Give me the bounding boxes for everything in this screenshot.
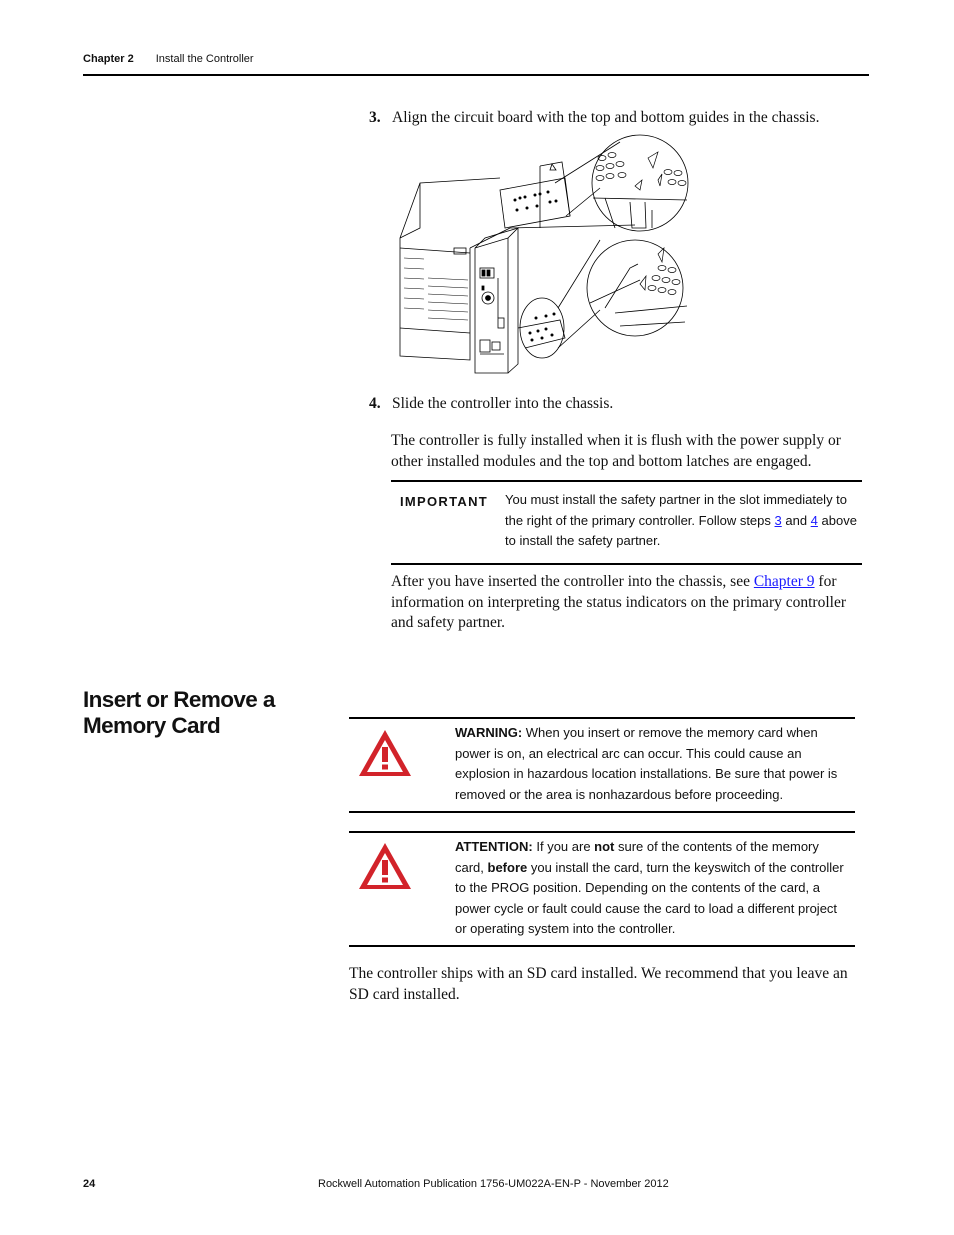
important-top-rule [391,480,862,482]
publication-footer: Rockwell Automation Publication 1756-UM022A-EN-P - November 2012 [318,1178,669,1190]
controller-installation-figure [390,128,695,378]
installed-paragraph: The controller is fully installed when it is flush with the power supply or other installed modules and the top and bottom latches are engaged. [391,432,841,470]
after-para-post: for information on interpreting the status indicators on the primary controller and safety partner. [391,573,846,631]
running-header [83,53,254,65]
important-text-pre: You must install the safety partner in the slot immediately to the right of the primary controller. Follow steps [505,492,848,528]
step-3-link[interactable]: 3 [774,512,782,528]
step-4-link[interactable]: 4 [810,512,818,528]
warning-text [455,723,850,805]
attention-bottom-rule [349,945,855,947]
section-heading: Insert or Remove a Memory Card [83,687,275,738]
attention-body-2: sure of the contents of the memory card, [455,839,819,875]
chapter-title: Install the Controller [155,53,254,65]
chapter-label: Chapter 2 [83,53,134,65]
step-4-number: 4. [369,395,381,412]
warning-bottom-rule [349,811,855,813]
attention-bold-before: before [487,859,528,875]
important-text-and: and [781,512,811,528]
important-bottom-rule [391,563,862,565]
attention-body-3: you install the card, turn the keyswitch of the controller to the PROG position. Depending on the contents of the card, a power cycle or fault could cause the card to load a different project or operating system into the controller. [455,859,844,936]
step-3-number: 3. [369,109,381,126]
warning-triangle-icon [357,728,413,778]
important-text [505,490,861,552]
warning-label: WARNING: [455,725,523,740]
important-text-post: above to install the safety partner. [505,512,857,548]
chapter-9-link[interactable]: Chapter 9 [753,573,815,590]
header-rule [83,74,869,76]
attention-triangle-icon [357,841,413,891]
step-3 [369,108,869,129]
step-4-text: Slide the controller into the chassis. [392,395,614,412]
attention-body-1: If you are [532,839,595,854]
warning-body: When you insert or remove the memory card when power is on, an electrical arc can occur. This could cause an explosion in hazardous location installations. Be sure that power is removed or the area is nonhazardous before proceeding. [455,725,838,802]
step-4 [369,394,869,415]
attention-text [455,837,850,940]
after-insert-paragraph [391,572,869,634]
attention-top-rule [349,831,855,833]
attention-bold-not: not [594,839,615,854]
warning-top-rule [349,717,855,719]
page-number: 24 [83,1178,96,1190]
after-para-pre: After you have inserted the controller into the chassis, see [391,573,754,590]
important-label: IMPORTANT [400,494,489,509]
step-3-text: Align the circuit board with the top and bottom guides in the chassis. [392,109,820,126]
attention-label: ATTENTION: [455,839,533,854]
sd-card-paragraph: The controller ships with an SD card installed. We recommend that you leave an SD card installed. [349,965,848,1003]
